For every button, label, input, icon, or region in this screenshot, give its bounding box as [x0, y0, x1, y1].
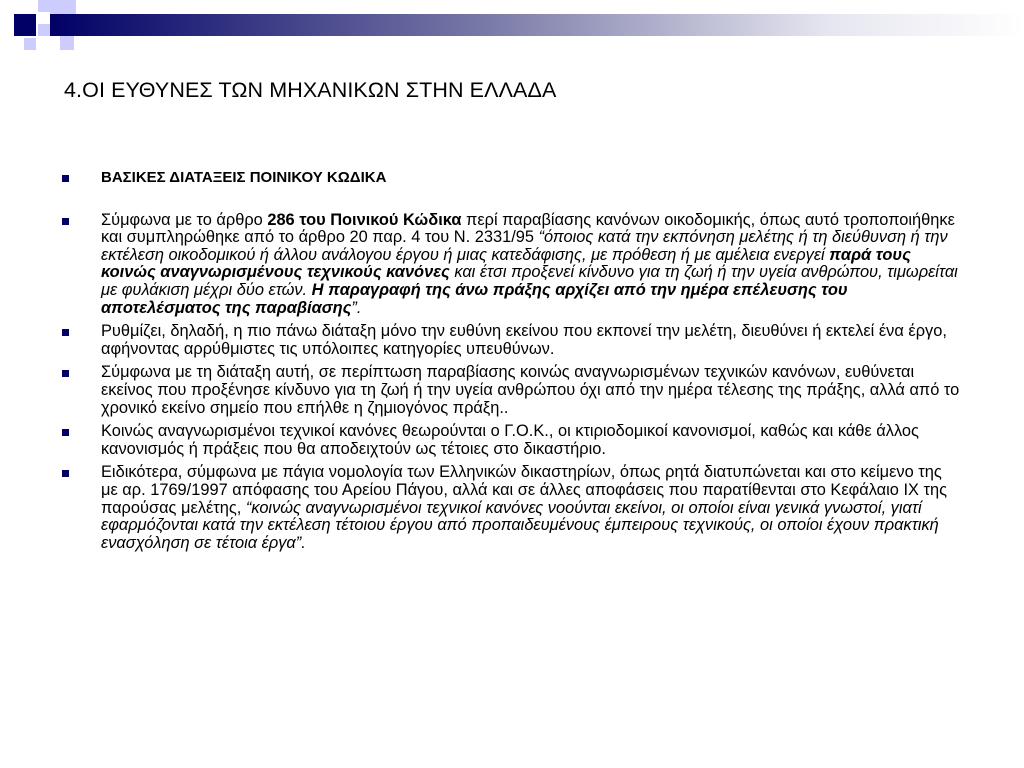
- p1-quote-bold-a: παρά τους κοινώς αναγνωρισμένους τεχνικούς κανόνες: [101, 245, 911, 282]
- section-heading: ΒΑΣΙΚΕΣ ΔΙΑΤΑΞΕΙΣ ΠΟΙΝΙΚΟΥ ΚΩΔΙΚΑ: [101, 169, 387, 186]
- bullet-icon: [62, 429, 69, 436]
- p1-text-a: Σύμφωνα με το άρθρο: [101, 210, 268, 229]
- list-item-p5: [62, 464, 962, 552]
- slide-content: [62, 169, 962, 552]
- deco-square-3: [38, 24, 50, 36]
- bullet-icon: [62, 370, 69, 377]
- list-item-p3: [62, 364, 962, 417]
- p1-quote-a: “όποιος κατά την εκπόνηση μελέτης ή τη διεύθυνση ή την εκτέλεση οικοδομικού ή άλλου ανάλογου έργου ή μιας κατεδάφισης, με πρόθεση ή με αμέλεια ενεργεί: [101, 228, 948, 264]
- p5-text-a: Ειδικότερα, σύμφωνα με πάγια νομολογία των Ελληνικών δικαστηρίων, όπως ρητά διατυπώνεται και στο κείμενο της με αρ. 1769/1997 απόφασης του Αρείου Πάγου, αλλά και σε άλλες αποφάσεις που παρατίθενται στο Κεφάλαιο ΙΧ της παρούσας μελέτης,: [101, 463, 947, 517]
- deco-square-5: [50, 0, 76, 14]
- list-item-p2: [62, 323, 962, 358]
- slide-title: 4.ΟΙ ΕΥΘΥΝΕΣ ΤΩΝ ΜΗΧΑΝΙΚΩΝ ΣΤΗΝ ΕΛΛΑΔΑ: [64, 78, 557, 102]
- p1-quote-b: και έτσι προξενεί κίνδυνο για τη ζωή ή την υγεία ανθρώπου, τιμωρείται με φυλάκιση μέχρι δύο ετών.: [101, 263, 958, 299]
- bullet-icon: [62, 329, 69, 336]
- p1-quote-bold-b: Η παραγραφή της άνω πράξης αρχίζει από την ημέρα επέλευσης του αποτελέσματος της παραβίασης: [101, 280, 848, 317]
- p3-text: Σύμφωνα με τη διάταξη αυτή, σε περίπτωση παραβίασης κοινώς αναγνωρισμένων τεχνικών κανόνων, ευθύνεται εκείνος που προξένησε κίνδυνο για τη ζωή ή την υγεία ανθρώπου όχι από την ημέρα τέλεσης της πράξης, αλλά από το χρονικό εκείνο σημείο που επήλθε η ζημιογόνος πράξη..: [101, 363, 960, 417]
- deco-square-6: [60, 36, 74, 50]
- p2-text: Ρυθμίζει, δηλαδή, η πιο πάνω διάταξη μόνο την ευθύνη εκείνου που εκπονεί την μελέτη, διευθύνει ή εκτελεί ένα έργο, αφήνοντας αρρύθμιστες τις υπόλοιπες κατηγορίες υπευθύνων.: [101, 322, 947, 358]
- list-item-heading: [62, 169, 962, 187]
- list-item-article-286: [62, 212, 962, 318]
- deco-square-2: [38, 0, 50, 12]
- bullet-icon: [62, 175, 69, 182]
- p5-quote: “κοινώς αναγνωρισμένοι τεχνικοί κανόνες νοούνται εκείνοι, οι οποίοι είναι γενικά γνωστοί, γιατί εφαρμόζονται κατά την εκτέλεση τέτοιου έργου από προπαιδευμένους έμπειρους τεχνικούς, οι οποίοι έχουν πρακτική ενασχόληση σε τέτοια έργα”.: [101, 498, 939, 552]
- deco-square-4: [24, 38, 36, 50]
- p1-bold-article: 286 του Ποινικού Κώδικα: [267, 210, 462, 229]
- p1-quote-end: ”.: [351, 298, 362, 317]
- list-item-p4: [62, 423, 962, 458]
- deco-square-1: [14, 14, 36, 36]
- p4-text: Κοινώς αναγνωρισμένοι τεχνικοί κανόνες θεωρούνται ο Γ.Ο.Κ., οι κτιριοδομικοί κανονισμοί, καθώς και κάθε άλλος κανονισμός ή πράξεις που θα αποδειχτούν ως τέτοιες στο δικαστήριο.: [101, 422, 919, 458]
- decorative-header-bar: [0, 0, 1024, 50]
- bullet-icon: [62, 470, 69, 477]
- p1-text-c: περί παραβίασης κανόνων οικοδομικής, όπως αυτό τροποποιήθηκε και συμπληρώθηκε από το άρθρο 20 παρ. 4 του Ν. 2331/95: [101, 210, 955, 247]
- bullet-icon: [62, 218, 69, 225]
